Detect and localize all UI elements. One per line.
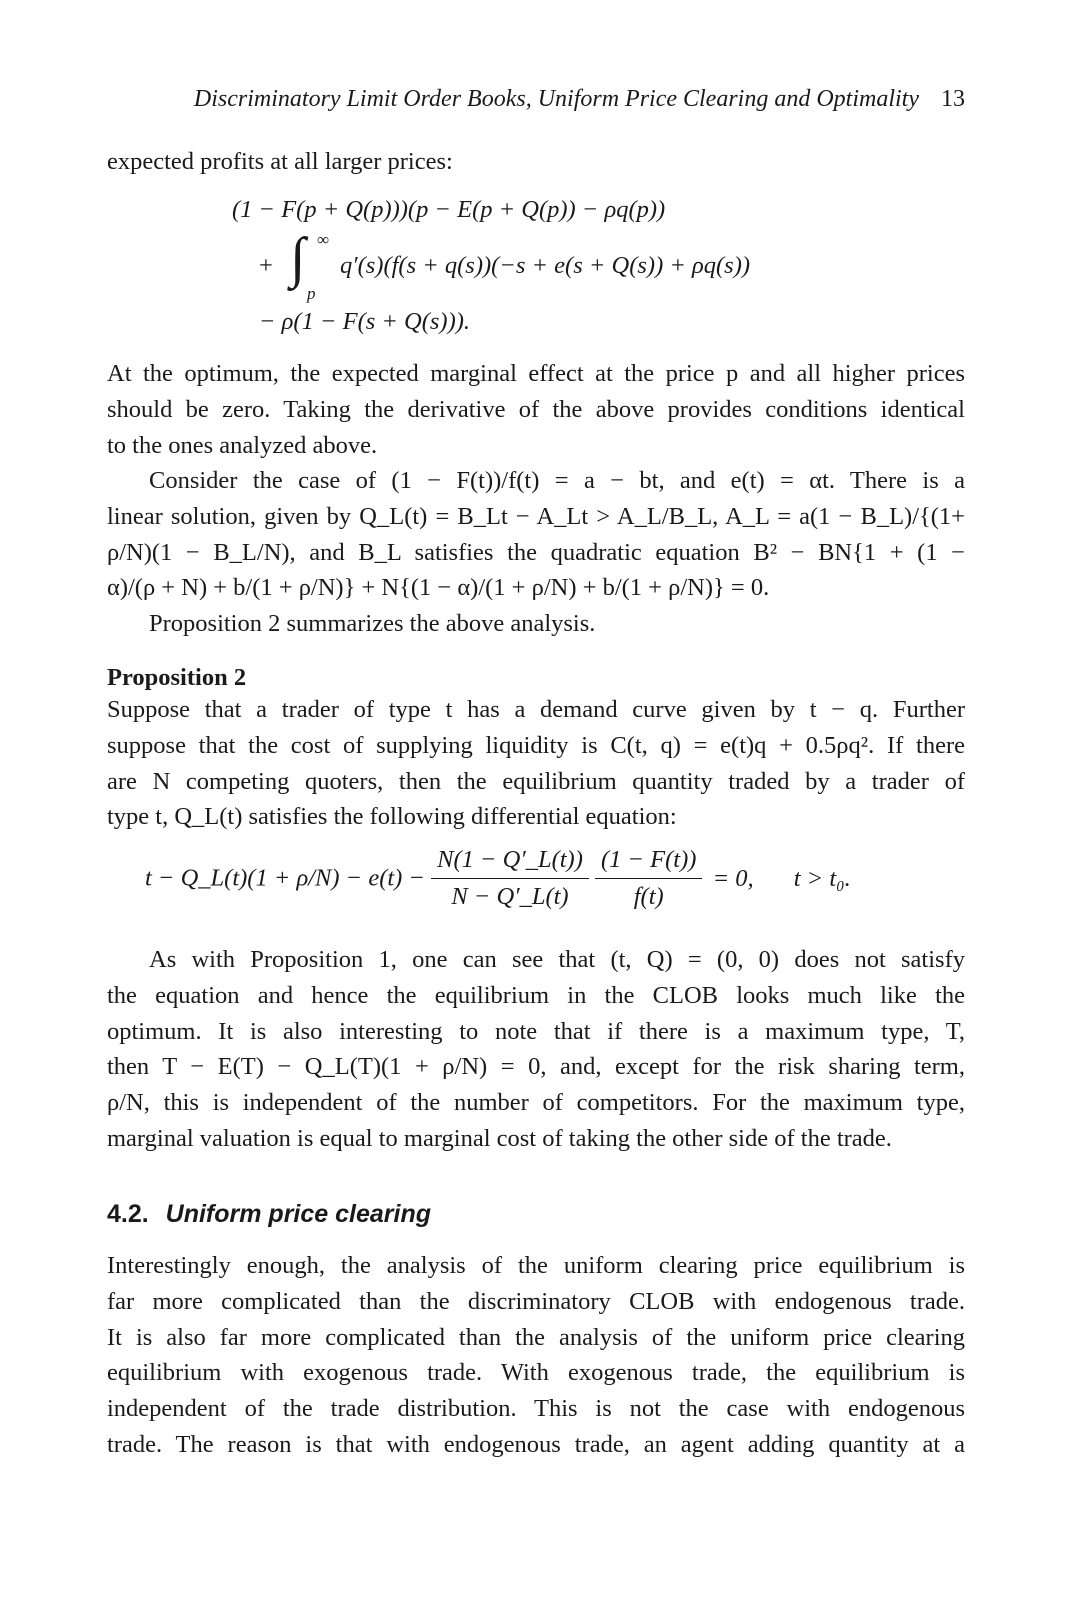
text-line: should be zero. Taking the derivative of the above provides conditions identical — [107, 395, 965, 423]
proposition-body — [107, 692, 965, 835]
integral-sign: ∫ — [290, 227, 306, 289]
paragraph-summary — [107, 606, 965, 642]
text-line: expected profits at all larger prices: — [107, 148, 453, 175]
fraction-2 — [595, 846, 702, 911]
section-number: 4.2. — [107, 1200, 149, 1228]
equation-plus-sign: + — [259, 252, 273, 279]
equation-rhs: = 0, — [712, 864, 754, 892]
text-line: Consider the case of (1 − F(t))/f(t) = a − bt, and e(t) = αt. There is a — [149, 467, 965, 494]
text-line: are N competing quoters, then the equilibrium quantity traded by a trader of — [107, 767, 965, 795]
text-line: Suppose that a trader of type t has a demand curve given by t − q. Further — [107, 696, 965, 723]
text-line: trade. The reason is that with endogenous trade, an agent adding quantity at a — [107, 1430, 965, 1458]
fraction-1-denominator: N − Q′_L(t) — [451, 883, 569, 910]
equation-condition: t > t₀. — [793, 864, 851, 892]
paragraph-uniform-price — [107, 1248, 965, 1463]
section-heading — [107, 1200, 431, 1229]
text-line: then T − E(T) − Q_L(T)(1 + ρ/N) = 0, and, except for the risk sharing term, — [107, 1053, 965, 1081]
section-title: Uniform price clearing — [165, 1200, 432, 1228]
text-line: ρ/N, this is independent of the number of competitors. For the maximum type, — [107, 1089, 965, 1117]
equation-line-2: q′(s)(f(s + q(s))(−s + e(s + Q(s)) + ρq(s)) — [340, 252, 751, 279]
text-line: type t, Q_L(t) satisfies the following differential equation: — [107, 803, 677, 831]
paragraph-linear-solution — [107, 463, 965, 606]
text-line: At the optimum, the expected marginal effect at the price p and all higher prices — [107, 360, 965, 387]
page-number: 13 — [941, 86, 965, 112]
text-line: marginal valuation is equal to marginal cost of taking the other side of the trade. — [107, 1124, 892, 1152]
text-line: equilibrium with exogenous trade. With exogenous trade, the equilibrium is — [107, 1359, 965, 1387]
equation-lhs: t − Q_L(t)(1 + ρ/N) − e(t) − — [145, 864, 425, 892]
fraction-1-numerator: N(1 − Q′_L(t)) — [431, 846, 589, 879]
paragraph-proposition-1 — [107, 942, 965, 1157]
equation-differential — [145, 846, 851, 911]
text-line: to the ones analyzed above. — [107, 431, 378, 459]
text-line: α)/(ρ + N) + b/(1 + ρ/N)} + N{(1 − α)/(1 + ρ/N) + b/(1 + ρ/N)} = 0. — [107, 574, 770, 602]
paragraph-optimum — [107, 356, 965, 463]
text-line: the equation and hence the equilibrium in the CLOB looks much like the — [107, 981, 965, 1009]
running-head — [107, 86, 965, 113]
running-title: Discriminatory Limit Order Books, Uniform Price Clearing and Optimality — [193, 86, 919, 112]
text-line: independent of the trade distribution. This is not the case with endogenous — [107, 1395, 965, 1423]
fraction-2-numerator: (1 − F(t)) — [595, 846, 702, 879]
text-line: ρ/N)(1 − B_L/N), and B_L satisfies the quadratic equation B² − BN{1 + (1 − — [107, 538, 965, 566]
text-line: far more complicated than the discriminatory CLOB with endogenous trade. — [107, 1287, 965, 1315]
equation-line-1: (1 − F(p + Q(p)))(p − E(p + Q(p)) − ρq(p)) — [232, 196, 666, 223]
equation-expected-profits — [107, 196, 965, 346]
fraction-2-denominator: f(t) — [633, 883, 664, 910]
text-line: As with Proposition 1, one can see that (t, Q) = (0, 0) does not satisfy — [149, 946, 965, 973]
text-line: optimum. It is also interesting to note that if there is a maximum type, T, — [107, 1017, 965, 1045]
text-line: suppose that the cost of supplying liquidity is C(t, q) = e(t)q + 0.5ρq². If there — [107, 731, 965, 759]
text-line: Proposition 2 summarizes the above analysis. — [149, 610, 596, 637]
text-line: Interestingly enough, the analysis of the uniform clearing price equilibrium is — [107, 1252, 965, 1279]
equation-line-3: − ρ(1 − F(s + Q(s))). — [259, 308, 471, 335]
intro-line — [107, 144, 965, 180]
fraction-1 — [431, 846, 589, 911]
integral-upper-limit: ∞ — [317, 230, 330, 249]
text-line: It is also far more complicated than the analysis of the uniform price clearing — [107, 1323, 965, 1351]
proposition-title: Proposition 2 — [107, 664, 247, 691]
text-line: linear solution, given by Q_L(t) = B_Lt − A_Lt > A_L/B_L, A_L = a(1 − B_L)/{(1+ — [107, 502, 965, 530]
integral-lower-limit: p — [307, 284, 316, 303]
